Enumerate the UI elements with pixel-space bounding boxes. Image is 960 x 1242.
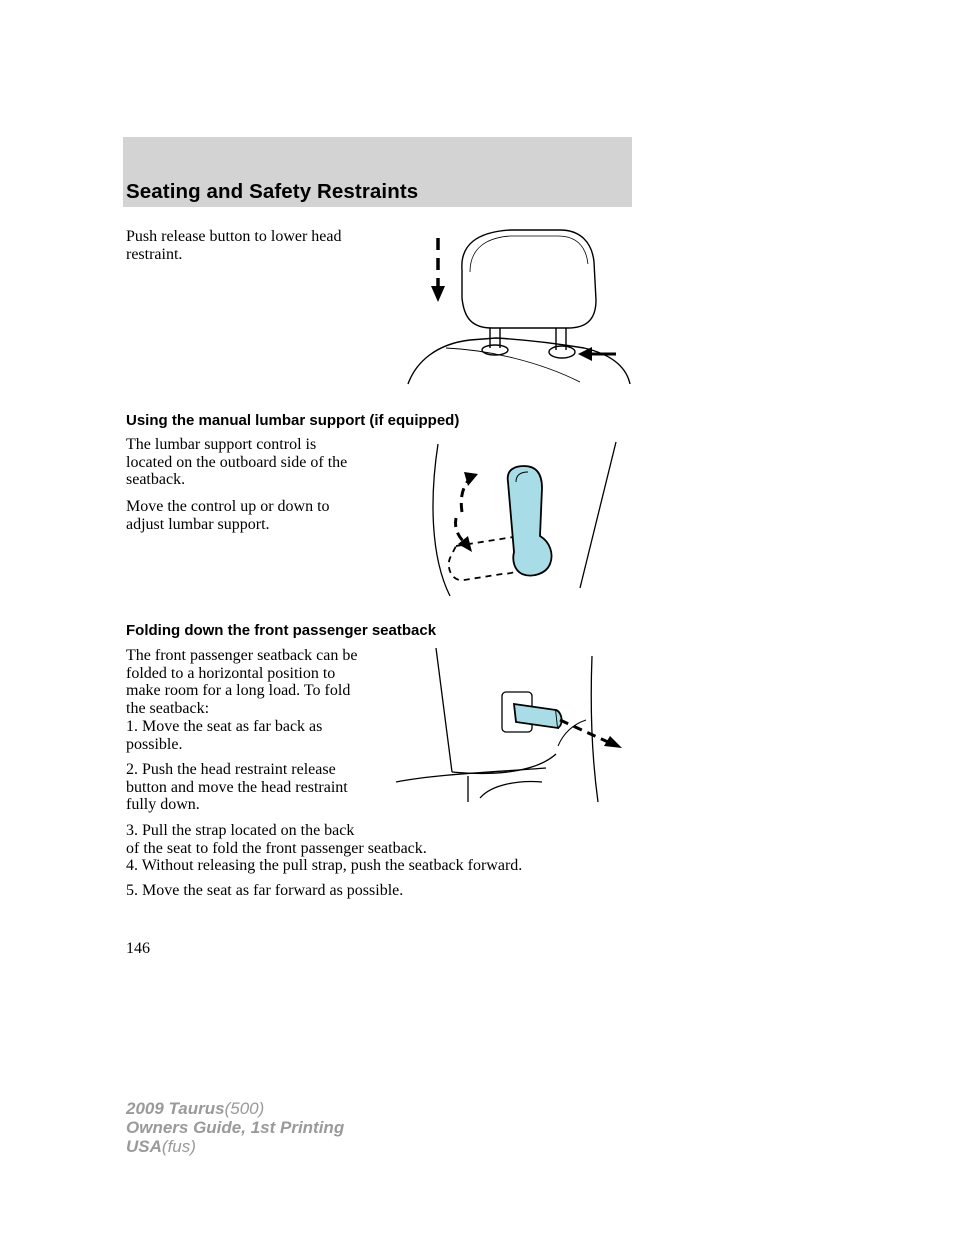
head-restraint-instruction: Push release button to lower head restraint.: [126, 228, 342, 263]
footer-guide-line: Owners Guide, 1st Printing: [126, 1118, 345, 1137]
head-restraint-illustration: [400, 222, 632, 388]
lumbar-support-location-text: The lumbar support control is located on the outboard side of the seatback.: [126, 436, 348, 488]
lumbar-support-heading: Using the manual lumbar support (if equipped): [126, 412, 460, 429]
lumbar-support-adjust-text: Move the control up or down to adjust lumbar support.: [126, 498, 330, 533]
fold-step-2: 2. Push the head restraint release button and move the head restraint fully down.: [126, 761, 348, 813]
fold-seatback-intro: The front passenger seatback can be folded to a horizontal position to make room for a long load. To fold the seatback:: [126, 647, 358, 717]
fold-step-5: 5. Move the seat as far forward as possible.: [126, 882, 404, 899]
lumbar-support-illustration: [420, 436, 626, 600]
fold-step-3: 3. Pull the strap located on the back of the seat to fold the front passenger seatback.: [126, 822, 427, 857]
seatback-pull-strap-illustration: [396, 648, 628, 808]
fold-seatback-heading: Folding down the front passenger seatback: [126, 622, 437, 639]
fold-step-4: 4. Without releasing the pull strap, push the seatback forward.: [126, 857, 523, 874]
fold-step-1: 1. Move the seat as far back as possible.: [126, 718, 323, 753]
footer-region-line: USA(fus): [126, 1137, 196, 1156]
print-footer: [126, 1099, 344, 1156]
section-title: Seating and Safety Restraints: [126, 180, 419, 203]
page-number: 146: [126, 940, 150, 957]
footer-model-line: 2009 Taurus(500): [126, 1099, 265, 1118]
